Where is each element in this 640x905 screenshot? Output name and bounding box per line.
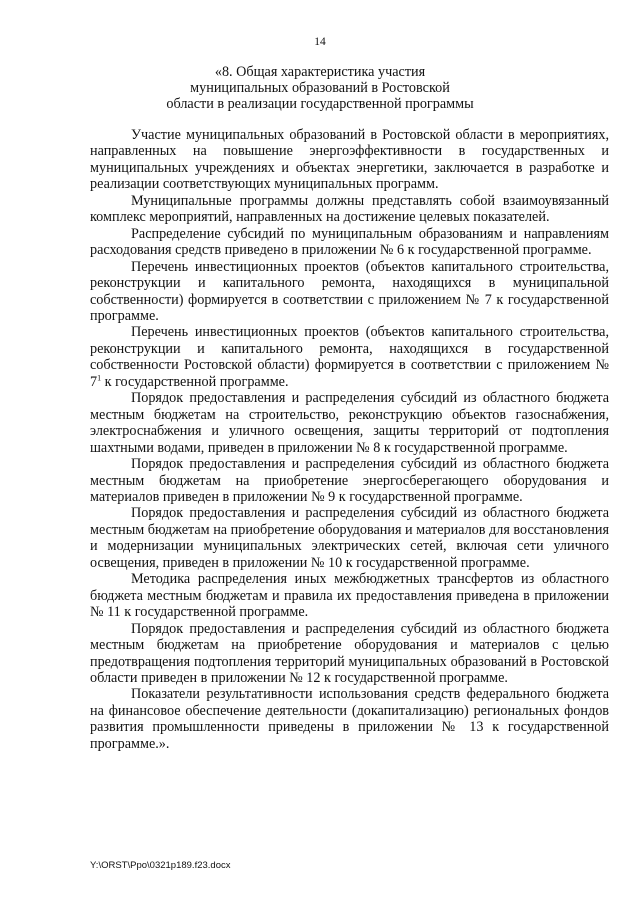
paragraph: Показатели результативности использования средств федерального бюджета на финансовое обеспечение деятельности (докапитализацию) региональных фондов развития промышленности приведены в приложении № 13 к государственной программе.». (90, 686, 609, 752)
section-heading (120, 64, 520, 113)
paragraph (90, 324, 609, 390)
paragraph: Участие муниципальных образований в Ростовской области в мероприятиях, направленных на повышение энергоэффективности в государственных и муниципальных учреждениях и объектах энергетики, заключается в разработке и реализации соответствующих муниципальных программ. (90, 127, 609, 193)
paragraph-text: к государственной программе. (101, 373, 289, 390)
paragraph-text: Перечень инвестиционных проектов (объектов капитального строительства, реконструкции и капитального ремонта, находящихся в государственной собственности Ростовской области) формируется в соответствии с приложением № 7 (90, 324, 609, 390)
file-path-footer: Y:\ORST\Ppo\0321p189.f23.docx (90, 860, 231, 871)
page-number: 14 (314, 36, 326, 48)
paragraph: Порядок предоставления и распределения субсидий из областного бюджета местным бюджетам на приобретение оборудования и материалов с целью предотвращения подтопления территорий муниципальных образований в Ростовской области приведен в приложении № 12 к государственной программе. (90, 620, 609, 686)
paragraph: Методика распределения иных межбюджетных трансфертов из областного бюджета местным бюджетам и правила их предоставления приведена в приложении № 11 к государственной программе. (90, 571, 609, 621)
superscript: 1 (97, 373, 102, 383)
paragraph: Порядок предоставления и распределения субсидий из областного бюджета местным бюджетам на строительство, реконструкцию объектов газоснабжения, электроснабжения и уличного освещения, защиты территорий от подтопления шахтными водами, приведен в приложении № 8 к государственной программе. (90, 390, 609, 456)
paragraph: Порядок предоставления и распределения субсидий из областного бюджета местным бюджетам на приобретение энергосберегающего оборудования и материалов приведен в приложении № 9 к государственной программе. (90, 456, 609, 505)
heading-line: муниципальных образований в Ростовской (190, 80, 450, 97)
heading-line: области в реализации государственной программы (166, 96, 474, 113)
body-text (90, 127, 609, 752)
heading-line: «8. Общая характеристика участия (214, 64, 426, 80)
paragraph: Распределение субсидий по муниципальным образованиям и направлениям расходования средств приведено в приложении № 6 к государственной программе. (90, 225, 609, 259)
paragraph: Порядок предоставления и распределения субсидий из областного бюджета местным бюджетам на приобретение оборудования и материалов для восстановления и модернизации муниципальных электрических сетей, включая сети уличного освещения, приведен в приложении № 10 к государственной программе. (90, 505, 609, 571)
paragraph: Муниципальные программы должны представлять собой взаимоувязанный комплекс мероприятий, направленных на достижение целевых показателей. (90, 192, 609, 226)
paragraph: Перечень инвестиционных проектов (объектов капитального строительства, реконструкции и капитального ремонта, находящихся в муниципальной собственности) формируется в соответствии с приложением № 7 к государственной программе. (90, 258, 609, 324)
